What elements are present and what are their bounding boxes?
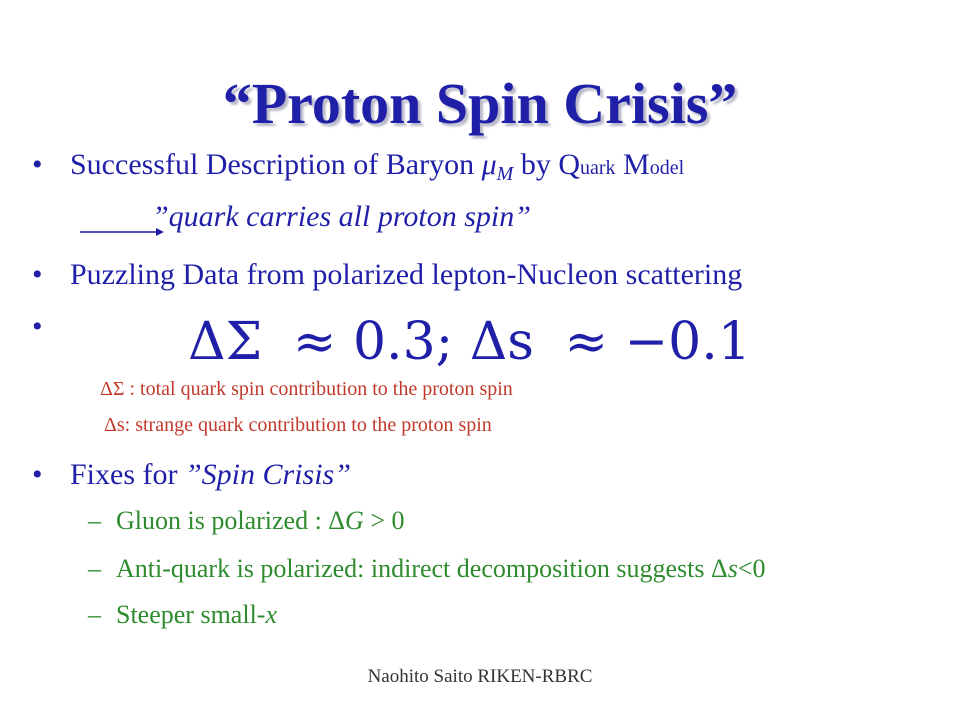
text-segment: by Q [513,148,580,181]
fix-gluon [116,506,404,536]
bullet-dot: • [32,458,43,491]
mu-symbol: μ [481,148,497,181]
dash: – [88,506,101,535]
dash: – [88,600,101,629]
symbol-x: x [265,600,277,629]
bullet-puzzling-data: Puzzling Data from polarized lepton-Nucleon scattering [70,258,743,291]
slide-title: “Proton Spin Crisis” [222,71,738,136]
bullet-baryon-description [70,148,684,186]
arrow-quote [152,200,531,234]
text-segment: Gluon is polarized : [116,506,329,535]
fix-anti-quark [116,554,766,584]
text-segment: > 0 [363,506,405,535]
text-segment: Anti-quark is polarized: indirect decomposition suggests [116,554,711,583]
quote-text: ”quark carries all proton spin” [152,200,531,233]
text-segment: <0 [737,554,766,583]
value-0-3: 0.3; [352,312,454,372]
bullet-dot: • [32,258,43,291]
dash: – [88,554,101,583]
approx-sign: ≈ [564,312,609,372]
text-segment: M [615,148,650,181]
mu-subscript: M [496,163,514,185]
fix-small-x [116,600,277,630]
bullet-fixes [70,458,351,492]
footer-author: Naohito Saito RIKEN-RBRC [367,666,593,687]
delta-s [470,312,534,372]
note-delta-s: Δs: strange quark contribution to the proton spin [104,414,492,436]
delta-symbol: Δ [711,554,728,583]
text-segment: odel [649,157,685,179]
note-delta-sigma: ΔΣ : total quark spin contribution to the proton spin [100,378,513,400]
delta-s-text: Δs [469,312,534,372]
text-segment: uark [579,157,616,179]
spin-equation [188,312,751,372]
bullet-dot: • [32,310,43,343]
value-neg-0-1: −0.1 [624,312,751,372]
symbol-s: s [727,554,738,583]
text-segment: Fixes for [70,458,185,491]
approx-sign: ≈ [292,312,337,372]
bullet-dot: • [32,148,43,181]
symbol-g: G [345,506,364,535]
text-segment: Steeper small- [116,600,266,629]
spin-crisis-italic: ”Spin Crisis” [185,458,351,491]
delta-sigma: ΔΣ [188,312,263,372]
text-segment: Successful Description of Baryon [70,148,482,181]
delta-symbol: Δ [328,506,346,535]
